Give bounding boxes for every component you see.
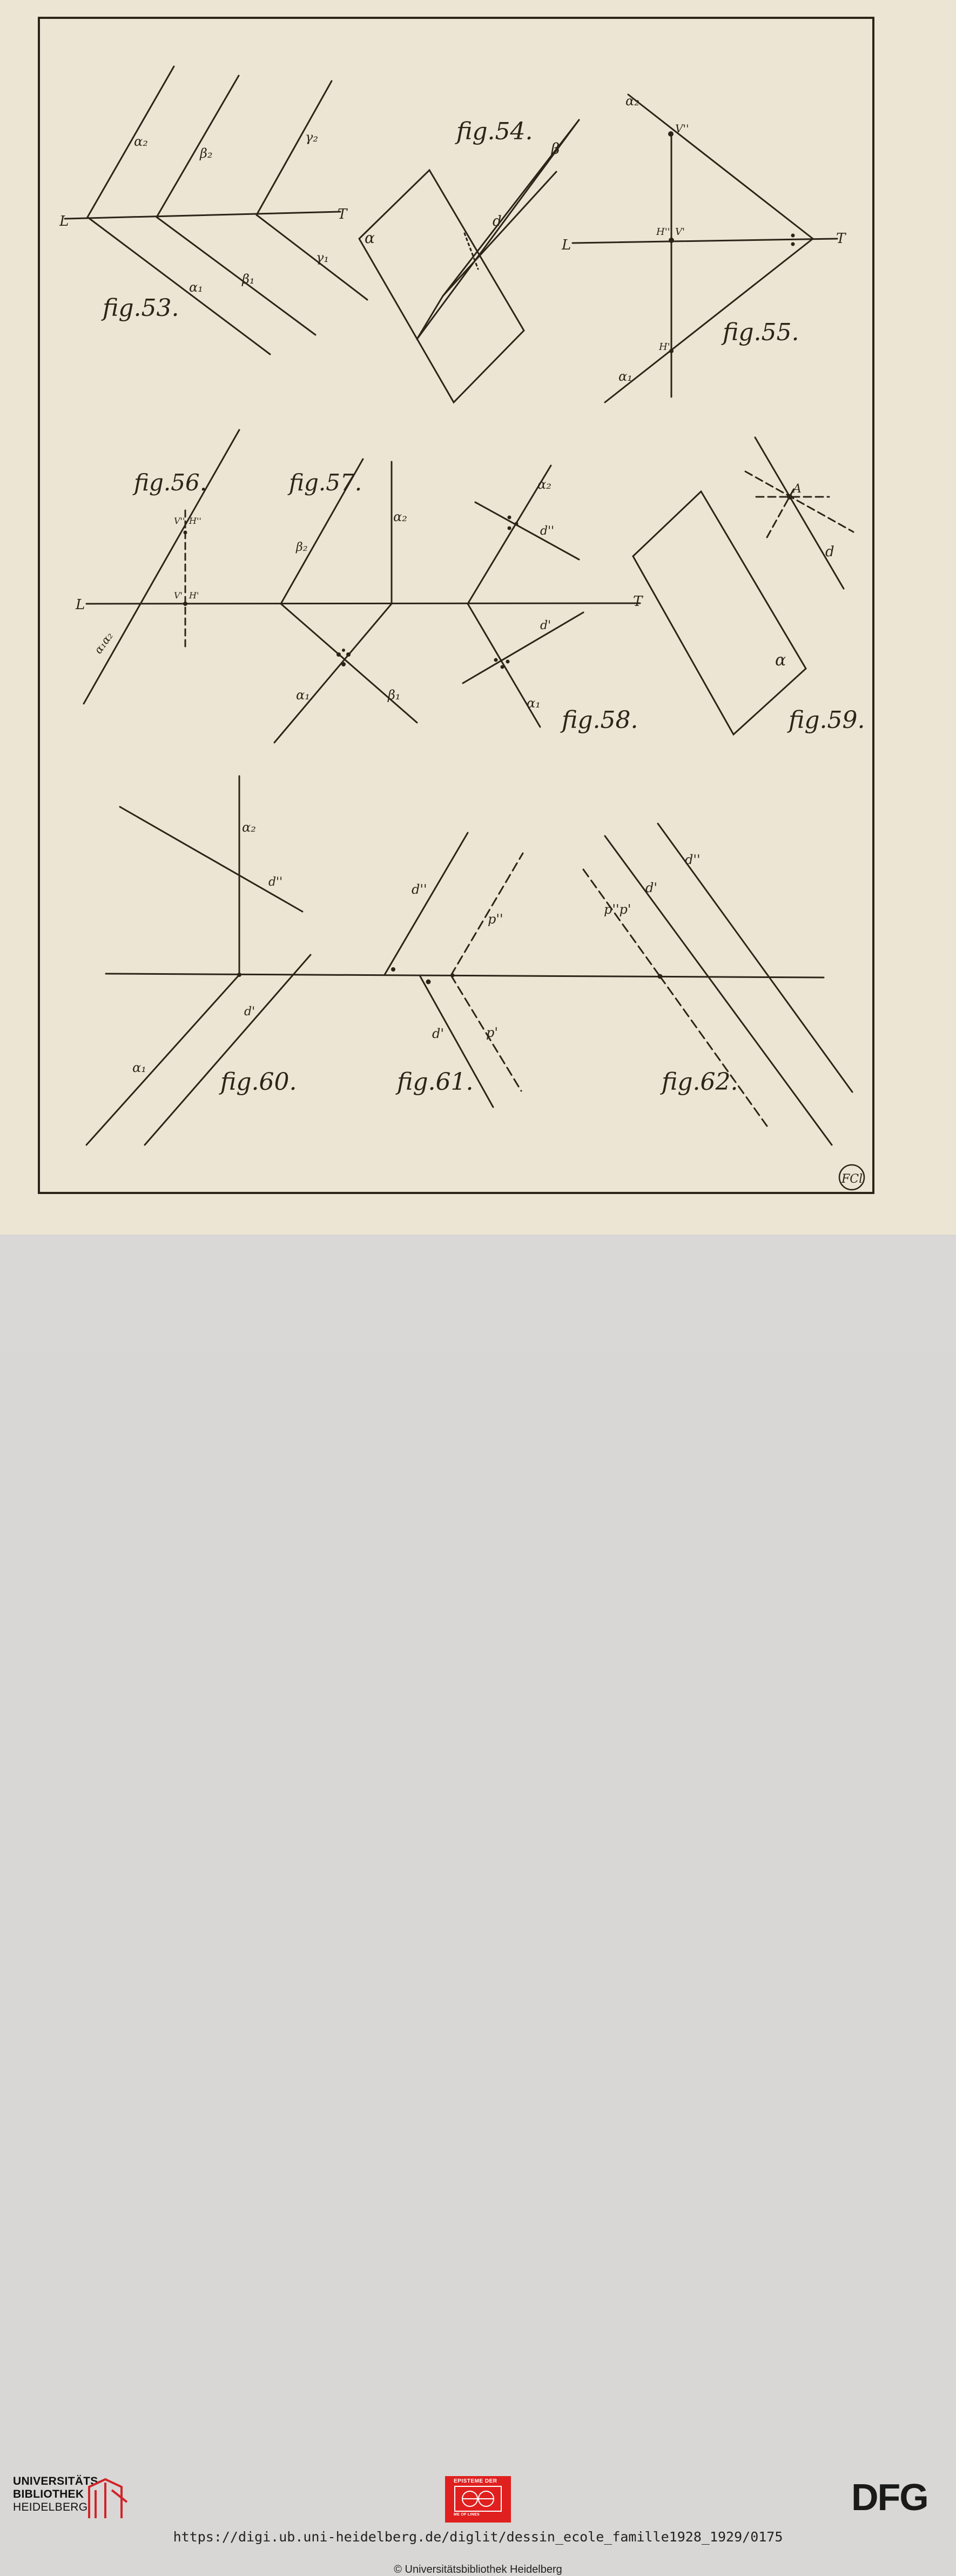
fig58-caption: fig.58. [562,706,638,734]
dfg-logo[interactable]: DFG [851,2476,928,2518]
fig53-label-beta2: β₂ [200,146,213,161]
fig56-label-V1: V' [174,590,183,601]
fig53-caption: fig.53. [103,294,179,322]
fig57-label-alpha2: α₂ [393,509,407,524]
fig58-label-T: T [633,594,643,610]
fig59-drawing [633,437,853,734]
fig60-label-alpha1: α₁ [132,1060,146,1075]
monogram-stamp [839,1165,864,1190]
fig58-label-d1: d' [540,619,551,632]
fig53-label-L: L [59,213,69,230]
fig61-label-p1: p' [486,1025,498,1040]
fig55-label-V2: V'' [675,122,689,135]
fig56-label-H1: H' [189,590,199,601]
ub-book-icon [84,2475,132,2524]
fig54-drawing [359,120,579,402]
fig55-label-T: T [836,231,846,247]
episteme-line-2: ME OF LINES [454,2513,480,2517]
fig59-caption: fig.59. [789,706,865,734]
fig61-label-d1: d' [432,1026,444,1041]
permalink-url[interactable]: https://digi.ub.uni-heidelberg.de/diglit/dessin_ecole_famille1928_1929/0175 [173,2529,783,2545]
fig61-label-d2: d'' [412,882,427,897]
fig62-label-d1: d' [645,880,657,895]
fig57-label-alpha1: α₁ [296,687,310,703]
fig58-drawing [463,466,583,727]
fig53-label-alpha1: α₁ [189,280,203,295]
fig53-label-alpha2: α₂ [134,134,148,149]
fig60-caption: fig.60. [220,1068,297,1096]
fig56-label-alpha1alpha2: α₁α₂ [91,629,116,656]
fig55-label-H2V1: H'' [656,226,670,238]
fig57-caption: fig.57. [289,469,362,496]
fig56-label-H2: H'' [189,516,201,526]
fig59-label-A: A [793,482,802,496]
lt-line-56-58 [86,603,640,604]
fig54-label-d: d [493,213,502,230]
fig54-caption: fig.54. [456,118,533,145]
lt-line-60-62 [106,974,824,977]
fig55-label-L: L [562,237,571,253]
plate-frame [39,18,873,1193]
geometry-plate [0,0,956,1235]
fig54-label-beta: β [551,140,560,158]
fig56-caption: fig.56. [134,469,207,496]
ub-line-3: HEIDELBERG [13,2501,88,2513]
fig59-label-alpha: α [775,651,786,670]
fig55-label-alpha2: α₂ [625,93,639,109]
fig60-label-alpha2: α₂ [242,820,256,835]
fig57-label-beta2: β₂ [296,541,308,554]
scanned-page [0,0,956,1235]
copyright-notice: © Universitätsbibliothek Heidelberg [394,2564,562,2575]
fig61-caption: fig.61. [397,1068,474,1096]
fig55-label-alpha1: α₁ [618,369,632,384]
viewer-footer [0,1235,956,2575]
fig60-label-d2: d'' [268,875,283,889]
ub-line-2: BIBLIOTHEK [13,2488,84,2500]
fig58-label-alpha2: α₂ [537,477,551,492]
fig58-label-d2: d'' [540,524,555,538]
fig55-drawing [573,95,837,402]
episteme-figure-icon [454,2485,502,2512]
fig62-label-d2: d'' [685,852,701,867]
fig57-label-beta1: β₁ [388,687,401,703]
fig61-label-p2: p'' [488,912,503,927]
ub-line-1: UNIVERSITÄTS- [13,2475,102,2487]
fig62-label-p1p2: p''p' [604,902,631,917]
fig55-label-V1: V' [675,226,685,238]
fig58-label-alpha1: α₁ [527,696,541,711]
fig53-label-gamma1: γ₁ [316,250,329,265]
fig53-label-T: T [338,206,347,222]
episteme-logo[interactable] [445,2476,511,2523]
fig59-label-d: d [825,544,834,560]
fig53-label-gamma2: γ₂ [305,130,318,145]
fig56-label-V2: V'' [174,516,185,526]
monogram-text: FCl [841,1172,863,1186]
fig62-drawing [583,824,852,1145]
fig54-label-alpha: α [365,229,375,247]
fig62-caption: fig.62. [662,1068,738,1096]
fig61-drawing [385,833,523,1107]
fig60-label-d1: d' [244,1005,255,1019]
fig56-label-L: L [76,597,85,613]
episteme-line-1: EPISTEME DER [454,2478,497,2484]
fig53-label-beta1: β₁ [242,272,255,287]
fig55-caption: fig.55. [723,319,799,346]
fig55-label-H1: H' [659,341,670,353]
